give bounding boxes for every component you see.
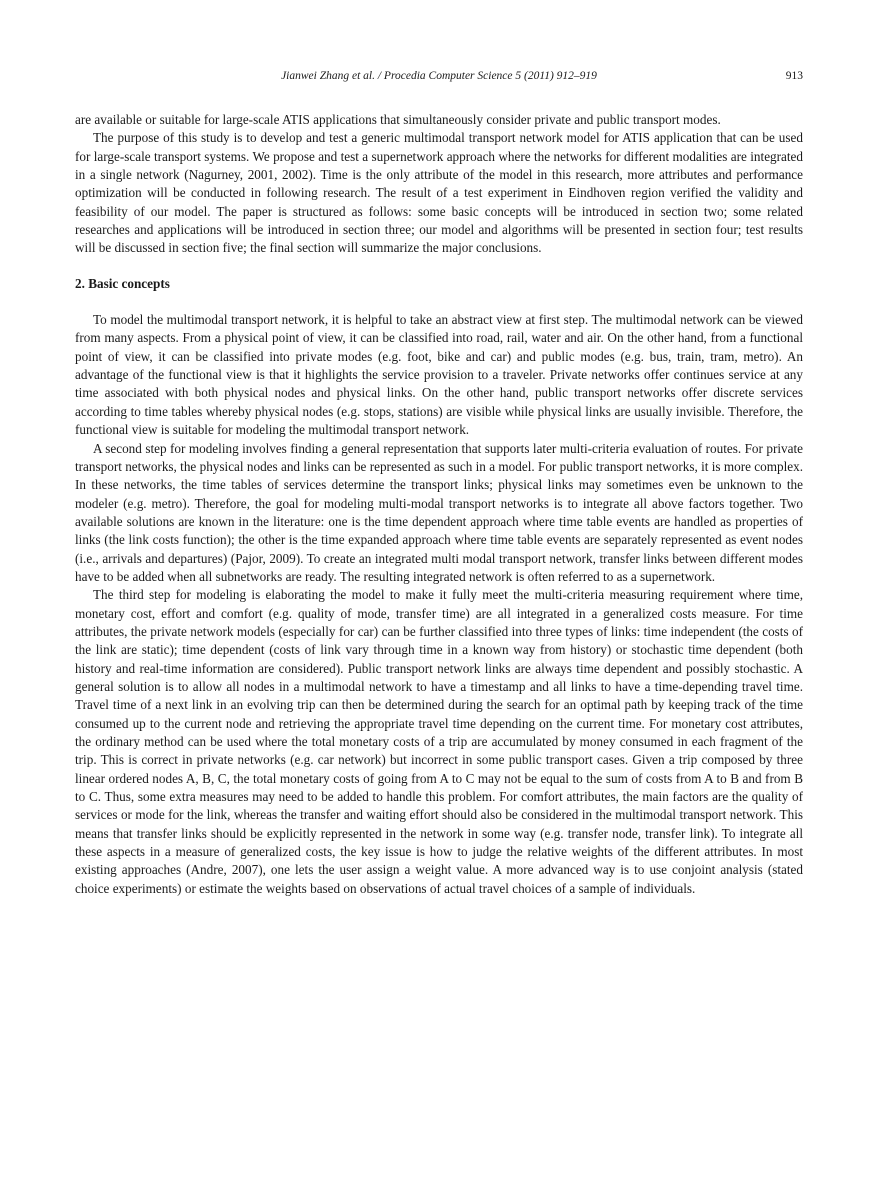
intro-continuation-paragraph: are available or suitable for large-scale ATIS applications that simultaneously consider private and public transport modes. [75, 112, 721, 127]
body-text [75, 111, 803, 898]
section-heading: 2. Basic concepts [75, 275, 170, 291]
section2-paragraph-1: To model the multimodal transport network, it is helpful to take an abstract view at first step. The multimodal network can be viewed from many aspects. From a physical point of view, it can be classified into road, rail, water and air. On the other hand, from a functional point of view, it can be classified into private modes (e.g. foot, bike and car) and public modes (e.g. bus, train, tram, metro). An advantage of the functional view is that it highlights the service provision to a traveler. Private networks offer continues service at any time associated with both physical nodes and physical links. On the other hand, public transport networks offer discrete services according to time tables whereby physical nodes (e.g. stops, stations) are visible while physical links are usually invisible. Therefore, the functional view is suitable for modeling the multimodal transport network. [75, 312, 803, 438]
running-header [75, 70, 803, 86]
purpose-paragraph: The purpose of this study is to develop and test a generic multimodal transport network model for ATIS application that can be used for large-scale transport systems. We propose and test a supernetwork approach where the networks for different modalities are integrated in a single network (Nagurney, 2001, 2002). Time is the only attribute of the model in this research, more attributes and performance optimization will be conducted in following research. The result of a test experiment in Eindhoven region verified the validity and feasibility of our model. The paper is structured as follows: some basic concepts will be introduced in section two; some related researches and applications will be introduced in section three; our model and algorithms will be presented in section four; test results will be discussed in section five; the final section will summarize the major conclusions. [75, 130, 803, 256]
running-title: Jianwei Zhang et al. / Procedia Computer Science 5 (2011) 912–919 [281, 70, 597, 82]
page-number: 913 [785, 70, 803, 82]
section2-paragraph-2: A second step for modeling involves finding a general representation that supports later multi-criteria evaluation of routes. For private transport networks, the physical nodes and links can be represented as such in a model. For public transport networks, it is more complex. In these networks, the time tables of services determine the transport links; physical links may sometimes even be unknown to the modeler (e.g. metro). Therefore, the goal for modeling multi-modal transport networks is to integrate all above factors together. Two available solutions are known in the literature: one is the time dependent approach where time table events are handled as properties of links (the link costs function); the other is the time expanded approach where time table events are separately represented as event nodes (i.e., arrivals and departures) (Pajor, 2009). To create an integrated multi modal transport network, transfer links between different modes have to be added when all subnetworks are ready. The resulting integrated network is often referred to as a supernetwork. [75, 440, 803, 584]
section2-paragraph-3: The third step for modeling is elaborating the model to make it fully meet the multi-criteria measuring requirement where time, monetary cost, effort and comfort (e.g. quality of mode, transfer time) are all integrated in a generalized costs measure. For time attributes, the private network models (especially for car) can be further classified into three types of links: time independent (the costs of the link are static); time dependent (costs of link vary through time in a known way from history) or stochastic time dependent (both history and real-time information are considered). Public transport network links are always time dependent and possibly stochastic. A general solution is to allow all nodes in a multimodal network to have a timestamp and all links to have a time-depending travel time. Travel time of a next link in an evolving trip can then be determined during the search for an optimal path by keeping track of the time consumed up to the current node and retrieving the appropriate travel time depending on the current time. For monetary cost attributes, the ordinary method can be used where the total monetary costs of a trip are accumulated by money consumed in each fragment of the trip. This is correct in private networks (e.g. car network) but incorrect in some public transport cases. Given a trip composed by three linear ordered nodes A, B, C, the total monetary costs of going from A to C may not be equal to the sum of costs from A to B and from B to C. Thus, some extra measures may need to be added to handle this problem. For comfort attributes, the main factors are the quality of services or mode for the link, whereas the transfer and waiting effort should also be considered in the multimodal transport network. This means that transfer links should be explicitly represented in the network in some way (e.g. transfer node, transfer link). To integrate all these aspects in a measure of generalized costs, the key issue is how to judge the relative weights of the different attributes. In most existing approaches (Andre, 2007), one lets the user assign a weight value. A more advanced way is to use conjoint analysis (stated choice experiments) or estimate the weights based on observations of actual travel choices of a sample of individuals. [75, 587, 803, 896]
